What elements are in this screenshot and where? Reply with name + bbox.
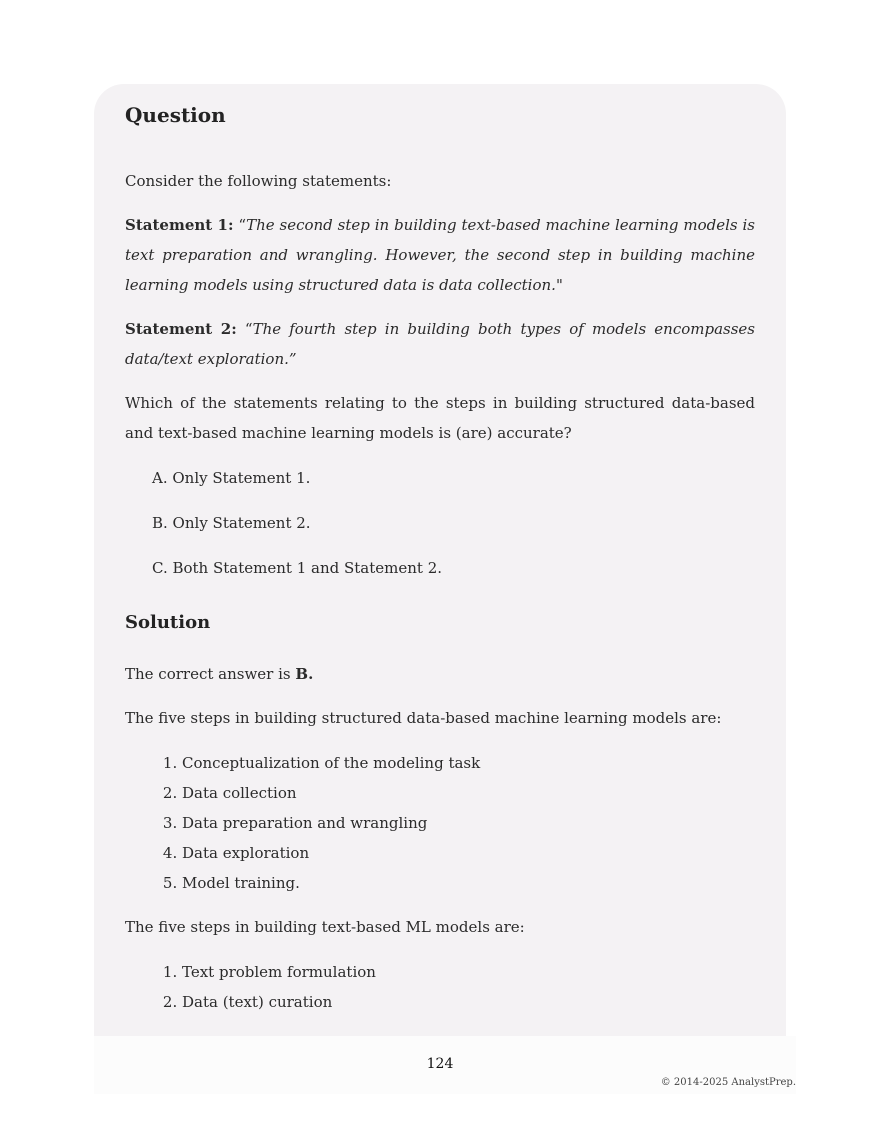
question-card	[94, 84, 786, 1036]
statement-2	[125, 314, 755, 374]
correct-answer	[125, 659, 755, 689]
list-item: 4. Data exploration	[182, 838, 755, 868]
statement-2-label: Statement 2:	[125, 320, 237, 338]
structured-steps-intro: The five steps in building structured data-based machine learning models are:	[125, 709, 722, 727]
option-c: C. Both Statement 1 and Statement 2.	[152, 559, 443, 577]
list-item: 5. Model training.	[182, 868, 755, 898]
list-item: 1. Conceptualization of the modeling task	[182, 748, 755, 778]
page-number: 124	[426, 1056, 454, 1072]
list-item: 3. Data preparation and wrangling	[182, 808, 755, 838]
text-steps-intro: The five steps in building text-based ML models are:	[125, 918, 525, 936]
statement-1	[125, 210, 755, 300]
correct-answer-value: B.	[295, 665, 314, 683]
correct-answer-prefix: The correct answer is	[125, 665, 296, 683]
question-intro: Consider the following statements:	[125, 172, 392, 190]
question-prompt: Which of the statements relating to the steps in building structured data-based and text-based machine learning models is (are) accurate?	[125, 394, 755, 442]
statement-1-label: Statement 1:	[125, 216, 234, 234]
question-heading: Question	[125, 103, 226, 127]
option-b: B. Only Statement 2.	[152, 514, 311, 532]
list-item: 1. Text problem formulation	[182, 957, 755, 987]
list-item: 2. Data collection	[182, 778, 755, 808]
solution-heading: Solution	[125, 612, 211, 633]
statement-2-text: The fourth step in building both types of models encompasses data/text exploration.”	[125, 320, 756, 368]
answer-options	[125, 463, 755, 583]
list-item: 2. Data (text) curation	[182, 987, 755, 1017]
copyright-notice: © 2014-2025 AnalystPrep.	[660, 1077, 796, 1088]
question-body	[125, 166, 755, 583]
structured-steps-list	[125, 748, 755, 898]
statement-2-quote: “	[236, 320, 253, 338]
statement-1-text: The second step in building text-based machine learning models is text preparation and wrangling. However, the second step in building machine learning models using structured data is data collection."	[125, 216, 755, 294]
option-a: A. Only Statement 1.	[152, 469, 311, 487]
solution-body	[125, 659, 755, 1017]
text-steps-list	[125, 957, 755, 1017]
statement-1-quote: “	[233, 216, 247, 234]
